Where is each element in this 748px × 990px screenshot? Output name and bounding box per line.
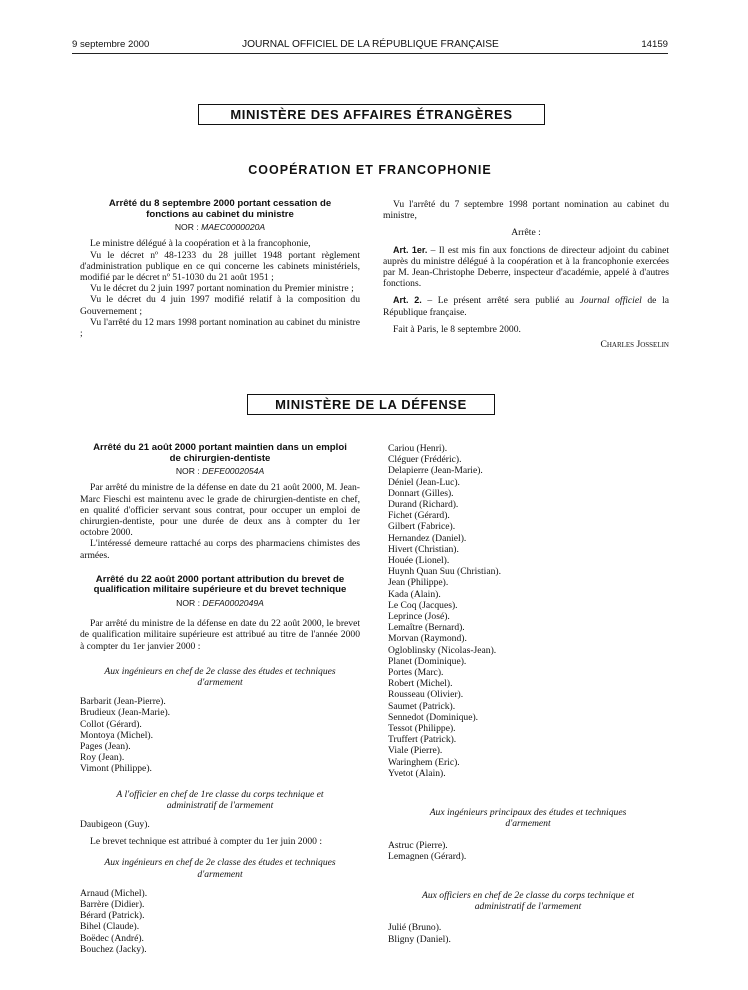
nor-label: NOR :	[175, 466, 200, 477]
group4-names	[388, 840, 668, 862]
name-entry: Yvetot (Alain).	[388, 767, 446, 779]
arrete3-paragraph-1: Par arrêté du ministre de la défense en date du 22 août 2000, le brevet de qualification militaire supérieure est attribué au titre de l'année 2000 à compter du 1er janvier 2000 :	[80, 618, 360, 652]
column-left-arrete1	[80, 199, 360, 339]
name-entry: Collot (Gérard).	[80, 718, 142, 730]
name-entry: Déniel (Jean-Luc).	[388, 476, 460, 488]
column-left-defense	[80, 443, 360, 955]
name-entry: Sennedot (Dominique).	[388, 711, 479, 723]
name-entry: Hernandez (Daniel).	[388, 532, 467, 544]
name-entry: Rousseau (Olivier).	[388, 689, 464, 701]
name-entry: Truffert (Patrick).	[388, 734, 457, 746]
arrete1-done: Fait à Paris, le 8 septembre 2000.	[393, 323, 521, 335]
arrete2-paragraph-2: L'intéressé demeure rattaché au corps des pharmaciens chimistes des armées.	[80, 538, 360, 561]
name-entry: Portes (Marc).	[388, 667, 444, 679]
name-entry: Houée (Lionel).	[388, 555, 450, 567]
nor-code: DEFE0002054A	[202, 466, 265, 477]
group4-title: Aux ingénieurs principaux des études et techniques d'armement	[429, 807, 627, 830]
section-title-cooperation: COOPÉRATION ET FRANCOPHONIE	[248, 163, 492, 177]
header-date: 9 septembre 2000	[72, 39, 150, 50]
group5-title: Aux officiers en chef de 2e classe du corps technique et administratif de l'armement	[421, 889, 635, 913]
name-entry: Planet (Dominique).	[388, 655, 467, 667]
arrete1-visa-5: Vu l'arrêté du 7 septembre 1998 portant nomination au cabinet du ministre,	[383, 199, 669, 222]
column-right-arrete1	[383, 199, 669, 350]
name-entry: Viale (Pierre).	[388, 745, 443, 757]
group3-names-continued	[388, 443, 668, 779]
arrete2-title: Arrêté du 21 août 2000 portant maintien dans un emploi de chirurgien-dentiste	[93, 442, 347, 464]
name-entry: Kada (Alain).	[388, 588, 441, 600]
arrete1-article-2	[383, 295, 669, 317]
nor-code: DEFA0002049A	[202, 598, 264, 608]
arrete1-signature: Charles Josselin	[600, 339, 669, 351]
nor-label: NOR :	[174, 222, 199, 233]
name-entry: Cléguer (Frédéric).	[388, 454, 462, 466]
arrete1-intro: Le ministre délégué à la coopération et à la francophonie,	[90, 238, 311, 250]
name-entry: Waringhem (Eric).	[388, 756, 460, 768]
group3-names	[80, 888, 360, 955]
name-entry: Tessot (Philippe).	[388, 723, 456, 735]
header-title: JOURNAL OFFICIEL DE LA RÉPUBLIQUE FRANÇAISE	[242, 39, 499, 50]
arrete3-title: Arrêté du 22 août 2000 portant attribution du brevet de qualification militaire supérieure et du brevet technique	[93, 573, 347, 596]
name-entry: Roy (Jean).	[80, 752, 125, 764]
name-entry: Gilbert (Fabrice).	[388, 521, 456, 533]
name-entry: Jean (Philippe).	[388, 577, 449, 589]
arrete1-visa-1: Vu le décret nº 48-1233 du 28 juillet 1948 portant règlement d'administration publique en ce qui concerne les cabinets ministériels, modifié par le décret nº 51-1030 du 21 août 1951 ;	[80, 249, 360, 283]
name-entry: Le Coq (Jacques).	[388, 599, 458, 611]
nor-code: MAEC0000020A	[201, 222, 266, 233]
arrete1-arrete-label: Arrête :	[511, 227, 541, 239]
group2-title: A l'officier en chef de 1re classe du corps technique et administratif de l'armement	[116, 788, 324, 811]
name-entry: Brudieux (Jean-Marie).	[80, 707, 171, 719]
arrete2-nor	[80, 466, 360, 477]
name-entry: Huynh Quan Suu (Christian).	[388, 566, 501, 578]
name-entry: Vimont (Philippe).	[80, 763, 152, 775]
name-entry: Arnaud (Michel).	[80, 887, 148, 899]
name-entry: Bouchez (Jacky).	[80, 943, 147, 955]
group3-title: Aux ingénieurs en chef de 2e classe des études et techniques d'armement	[104, 857, 336, 880]
name-entry: Saumet (Patrick).	[388, 700, 456, 712]
name-entry: Fichet (Gérard).	[388, 510, 450, 522]
name-entry: Barbarit (Jean-Pierre).	[80, 696, 166, 708]
name-entry: Boëdec (André).	[80, 932, 144, 944]
group2-names	[80, 819, 360, 830]
arrete3-nor	[80, 598, 360, 609]
name-entry: Delapierre (Jean-Marie).	[388, 465, 483, 477]
name-entry: Montoya (Michel).	[80, 729, 154, 741]
name-entry: Julié (Bruno).	[388, 922, 442, 934]
name-entry: Daubigeon (Guy).	[80, 819, 150, 831]
header-page-number: 14159	[641, 39, 668, 50]
header-rule	[72, 53, 668, 54]
group5-names	[388, 922, 668, 944]
name-entry: Bihel (Claude).	[80, 921, 140, 933]
column-right-defense	[388, 443, 668, 945]
name-entry: Hivert (Christian).	[388, 543, 459, 555]
ministry-box-foreign-affairs: MINISTÈRE DES AFFAIRES ÉTRANGÈRES	[198, 104, 545, 125]
group1-title: Aux ingénieurs en chef de 2e classe des études et techniques d'armement	[104, 665, 336, 689]
name-entry: Bérard (Patrick).	[80, 910, 145, 922]
ministry-box-defense: MINISTÈRE DE LA DÉFENSE	[247, 394, 495, 415]
arrete2-paragraph-1: Par arrêté du ministre de la défense en date du 21 août 2000, M. Jean-Marc Fieschi est maintenu avec le grade de chirurgien-dentiste en chef, en qualité d'officier servant sous contrat, pour occuper un emploi de chirurgien-dentiste, pour une durée de deux ans à compter du 1er octobre 2000.	[80, 482, 360, 539]
name-entry: Astruc (Pierre).	[388, 839, 448, 851]
arrete1-title: Arrêté du 8 septembre 2000 portant cessation de fonctions au cabinet du ministre	[108, 198, 332, 220]
name-entry: Bligny (Daniel).	[388, 933, 451, 945]
arrete1-nor	[80, 222, 360, 233]
article-1-label: Art. 1er.	[393, 244, 428, 255]
name-entry: Barrère (Didier).	[80, 899, 145, 911]
article-2-label: Art. 2.	[393, 295, 422, 306]
name-entry: Morvan (Raymond).	[388, 633, 467, 645]
name-entry: Lemagnen (Gérard).	[388, 850, 467, 862]
arrete1-visa-2: Vu le décret du 2 juin 1997 portant nomination du Premier ministre ;	[90, 283, 354, 295]
arrete3-paragraph-2: Le brevet technique est attribué à compter du 1er juin 2000 :	[90, 836, 323, 848]
name-entry: Lemaître (Bernard).	[388, 622, 465, 634]
name-entry: Leprince (José).	[388, 611, 450, 623]
nor-label: NOR :	[176, 598, 200, 608]
name-entry: Ogloblinsky (Nicolas-Jean).	[388, 644, 497, 656]
article-2-text-journal: Journal officiel	[579, 295, 642, 307]
name-entry: Cariou (Henri).	[388, 443, 448, 454]
article-1-text: – Il est mis fin aux fonctions de directeur adjoint du cabinet auprès du ministre délégué à la coopération et à la francophonie exercées par M. Jean-Christophe Deberre, inspecteur d'académie, appelé à d'autres fonctions.	[383, 244, 669, 290]
arrete1-visa-4: Vu l'arrêté du 12 mars 1998 portant nomination au cabinet du ministre ;	[80, 316, 360, 340]
name-entry: Donnart (Gilles).	[388, 487, 454, 499]
name-entry: Pages (Jean).	[80, 741, 131, 753]
group1-names	[80, 696, 360, 774]
article-2-text-a: – Le présent arrêté sera publié au	[427, 295, 580, 307]
name-entry: Robert (Michel).	[388, 678, 453, 690]
arrete1-visa-3: Vu le décret du 4 juin 1997 modifié relatif à la composition du Gouvernement ;	[80, 294, 360, 317]
article-2-text-b: de la République française.	[383, 295, 669, 318]
name-entry: Durand (Richard).	[388, 499, 459, 511]
arrete1-article-1	[383, 245, 669, 290]
